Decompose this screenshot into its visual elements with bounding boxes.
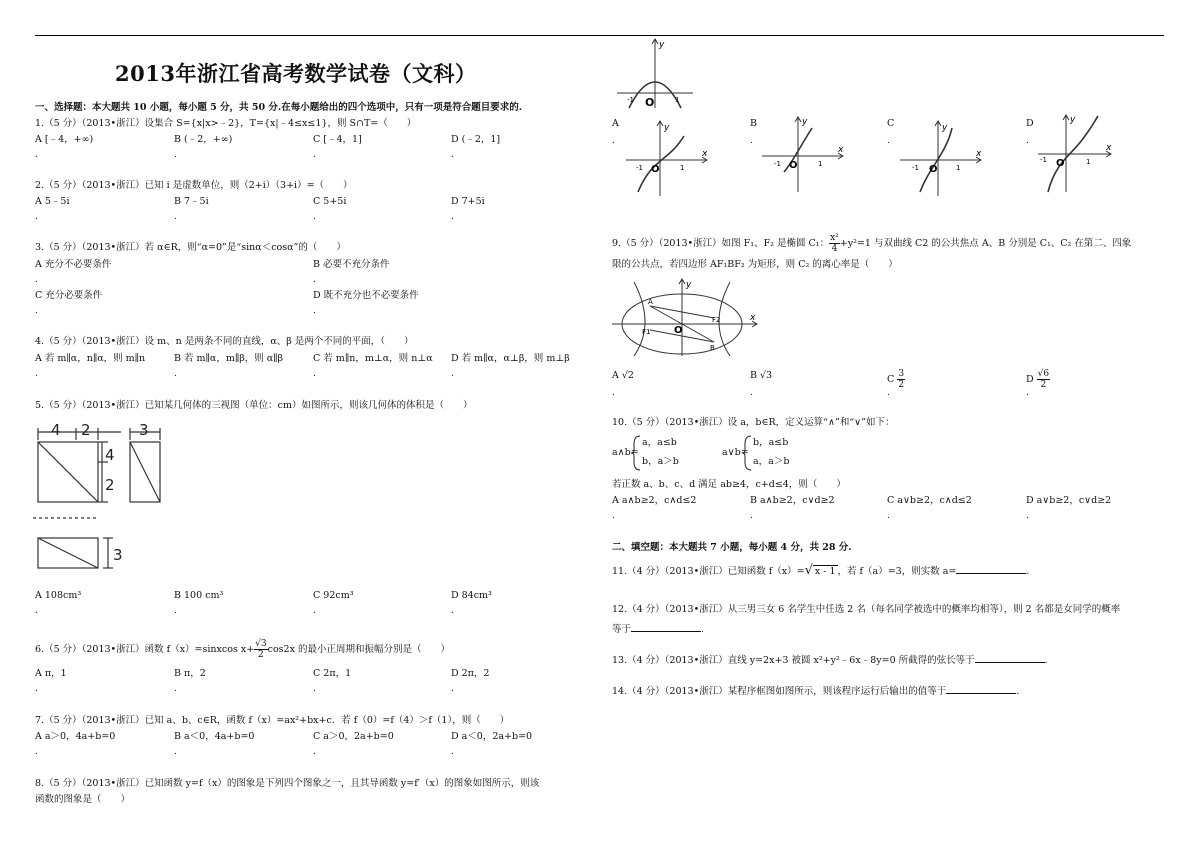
- q6-stem-pre: 6.（5 分）（2013•浙江）函数 f（x）=sinxcos x+: [35, 644, 255, 655]
- q10-and-lhs: a∧b=: [612, 447, 639, 458]
- q13-dot: .: [1044, 655, 1048, 666]
- q9-c-letter: C: [887, 374, 895, 385]
- q5-option-a: A 108cm³: [35, 590, 82, 601]
- q8-dot-c: .: [887, 136, 890, 146]
- q4-dot-d: .: [451, 369, 454, 379]
- q8c-tick-pos: 1: [956, 164, 961, 172]
- q1-option-b: B (﹣2，+∞): [174, 134, 233, 145]
- q14-stem: 14.（4 分）（2013•浙江）某程序框图如图所示，则该程序运行后输出的值等于: [612, 686, 947, 697]
- q8-deriv-y-label: y: [659, 40, 665, 50]
- q9-dot-b: .: [750, 388, 753, 398]
- q3-dot-d: .: [313, 306, 316, 316]
- q4-option-d: D 若 m∥α，α⊥β，则 m⊥β: [451, 353, 570, 364]
- q9-c-num: 3: [898, 369, 905, 379]
- q6-stem-post: cos2x 的最小正周期和振幅分别是（ ）: [267, 644, 450, 655]
- q6-dot-d: .: [451, 684, 454, 694]
- q7-dot-d: .: [451, 747, 454, 757]
- q9-focus-f1: F1: [642, 328, 651, 336]
- q3-option-c: C 充分必要条件: [35, 290, 103, 301]
- q3-stem: 3.（5 分）（2013•浙江）若 α∈R，则“α=0”是“sinα＜cosα”的（ ）: [35, 242, 346, 253]
- q3-dot-a: .: [35, 275, 38, 285]
- q6-option-c: C 2π，1: [313, 668, 352, 679]
- q5-option-b: B 100 cm³: [174, 590, 224, 601]
- q8a-tick-pos: 1: [680, 164, 685, 172]
- q7-option-d: D a＜0，2a+b=0: [451, 731, 533, 742]
- q9-point-b: B: [710, 344, 715, 352]
- q11-pre: 11.（4 分）（2013•浙江）已知函数 f（x）=: [612, 566, 805, 577]
- q8c-x-label: x: [976, 149, 982, 159]
- q8a-origin: O: [651, 164, 660, 175]
- q2-dot-a: .: [35, 212, 38, 222]
- q8-option-b: B: [750, 118, 757, 129]
- dim-label-2-vert: 2: [105, 476, 115, 494]
- q3-dot-c: .: [35, 306, 38, 316]
- q9-stem-line2: 限的公共点，若四边形 AF₁BF₂ 为矩形，则 C₂ 的离心率是（ ）: [612, 259, 898, 270]
- q12-line1: 12.（4 分）（2013•浙江）从三男三女 6 名学生中任选 2 名（每名同学被选中的概率均相等），则 2 名都是女同学的概率: [612, 604, 1121, 615]
- q9-dot-a: .: [612, 388, 615, 398]
- q7-option-a: A a＞0，4a+b=0: [35, 731, 116, 742]
- q6-stem: [35, 638, 450, 662]
- q6-dot-b: .: [174, 684, 177, 694]
- q9-stem-line1: [612, 232, 1131, 256]
- q2-option-b: B 7﹣5i: [174, 196, 209, 207]
- q8-dot-b: .: [750, 136, 753, 146]
- three-view-figure: [33, 418, 193, 586]
- q2-option-d: D 7+5i: [451, 196, 485, 207]
- q9-y-label: y: [686, 280, 692, 290]
- q8-derivative-graph: [615, 38, 695, 110]
- q5-stem: 5.（5 分）（2013•浙江）已知某几何体的三视图（单位：cm）如图所示，则该几何体的体积是（ ）: [35, 400, 473, 411]
- q8-option-a: A: [612, 118, 619, 129]
- q9-option-a: A √2: [612, 370, 634, 381]
- q13-answer-blank[interactable]: [975, 653, 1045, 663]
- q11-answer-blank[interactable]: [956, 564, 1026, 574]
- q10-or-brace: [741, 434, 753, 472]
- q11-radicand: x - 1: [814, 566, 836, 577]
- q2-option-a: A 5﹣5i: [35, 196, 70, 207]
- q6-frac-den: 2: [258, 650, 264, 660]
- q10-option-a: A a∧b≥2，c∧d≤2: [612, 495, 697, 506]
- q9-dot-c: .: [887, 388, 890, 398]
- q9-fraction: [829, 233, 840, 254]
- q7-option-b: B a＜0，4a+b=0: [174, 731, 255, 742]
- q10-option-b: B a∧b≥2，c∨d≥2: [750, 495, 835, 506]
- q2-option-c: C 5+5i: [313, 196, 347, 207]
- q12-dot: .: [701, 624, 705, 635]
- q8-dot-d: .: [1026, 136, 1029, 146]
- q10-dot-b: .: [750, 511, 753, 521]
- q8-stem-line1: 8.（5 分）（2013•浙江）已知函数 y=f（x）的图象是下列四个图象之一，且其导函数 y=f′（x）的图象如图所示，则该: [35, 778, 540, 789]
- q8d-y-label: y: [1070, 115, 1076, 125]
- q8d-tick-neg: -1: [1040, 156, 1047, 164]
- q12-answer-blank[interactable]: [631, 622, 701, 632]
- q10-option-d: D a∨b≥2，c∨d≥2: [1026, 495, 1112, 506]
- q9-focus-f2: F2: [712, 316, 721, 324]
- q10-condition: 若正数 a、b、c、d 满足 ab≥4，c+d≤4，则（ ）: [612, 479, 846, 490]
- q9-c-fraction: [897, 369, 905, 390]
- q13-stem: 13.（4 分）（2013•浙江）直线 y=2x+3 被圆 x²+y²﹣6x﹣8y=0 所截得的弦长等于: [612, 655, 975, 666]
- q9-frac-den: 4: [831, 244, 838, 254]
- q8d-origin: O: [1056, 158, 1065, 169]
- q9-origin: O: [674, 325, 683, 336]
- q4-dot-c: .: [313, 369, 316, 379]
- q4-option-c: C 若 m∥n，m⊥α，则 n⊥α: [313, 353, 433, 364]
- q8d-tick-pos: 1: [1086, 158, 1091, 166]
- q1-dot-a: .: [35, 150, 38, 160]
- q8-dot-a: .: [612, 136, 615, 146]
- q4-dot-b: .: [174, 369, 177, 379]
- q8-graph-d: [1036, 112, 1136, 196]
- q1-option-a: A [﹣4，+∞): [35, 134, 94, 145]
- q12-line2: [612, 622, 704, 636]
- q2-dot-c: .: [313, 212, 316, 222]
- q8-deriv-tick-neg: -1: [627, 96, 634, 104]
- q10-and-row2: b，a＞b: [642, 456, 679, 467]
- dim-label-3-top: 3: [113, 546, 123, 564]
- q8b-x-label: x: [838, 145, 844, 155]
- q6-option-a: A π，1: [35, 668, 67, 679]
- q5-dot-a: .: [35, 606, 38, 616]
- q7-stem: 7.（5 分）（2013•浙江）已知 a、b、c∈R，函数 f（x）=ax²+bx+c．若 f（0）=f（4）＞f（1），则（ ）: [35, 715, 510, 726]
- q6-dot-a: .: [35, 684, 38, 694]
- q3-option-b: B 必要不充分条件: [313, 259, 390, 270]
- q8-stem-line2: 函数的图象是（ ）: [35, 794, 131, 805]
- q8b-origin: O: [789, 160, 798, 171]
- q6-dot-c: .: [313, 684, 316, 694]
- q11-post: ，若 f（a）=3，则实数 a=: [837, 566, 957, 577]
- q1-option-c: C [﹣4，1]: [313, 134, 362, 145]
- q10-dot-d: .: [1026, 511, 1029, 521]
- q14-text: [612, 684, 1019, 698]
- q8-graph-c: [898, 118, 984, 198]
- q8-graph-b: [760, 114, 846, 194]
- q8a-x-label: x: [702, 149, 708, 159]
- q9-point-a: A: [648, 298, 653, 306]
- q3-dot-b: .: [313, 275, 316, 285]
- q1-dot-b: .: [174, 150, 177, 160]
- page-title: 2013年浙江省高考数学试卷（文科）: [115, 61, 477, 86]
- q5-dot-c: .: [313, 606, 316, 616]
- q14-dot: .: [1016, 686, 1020, 697]
- q8-deriv-origin: O: [645, 96, 655, 109]
- q3-option-a: A 充分不必要条件: [35, 259, 112, 270]
- q8-graph-a: [624, 118, 710, 198]
- q9-frac-num: x²: [830, 233, 839, 243]
- q8b-tick-neg: -1: [774, 160, 781, 168]
- q7-dot-b: .: [174, 747, 177, 757]
- q4-dot-a: .: [35, 369, 38, 379]
- dim-label-2: 2: [81, 421, 91, 439]
- q10-stem: 10.（5 分）（2013•浙江）设 a，b∈R，定义运算“∧”和“∨”如下：: [612, 417, 895, 428]
- q7-option-c: C a＞0，2a+b=0: [313, 731, 394, 742]
- q8c-y-label: y: [942, 123, 948, 133]
- q8-option-c: C: [887, 118, 895, 129]
- q8b-y-label: y: [802, 117, 808, 127]
- q8a-tick-neg: -1: [636, 164, 643, 172]
- q5-dot-d: .: [451, 606, 454, 616]
- top-rule: [35, 35, 1164, 36]
- q6-option-d: D 2π，2: [451, 668, 490, 679]
- q8a-y-label: y: [664, 123, 670, 133]
- q6-frac-num: √3: [255, 639, 267, 649]
- q1-dot-d: .: [451, 150, 454, 160]
- q11-radical: √: [804, 563, 813, 578]
- q9-d-num: √6: [1037, 369, 1050, 379]
- q5-option-c: C 92cm³: [313, 590, 354, 601]
- q8c-tick-neg: -1: [912, 164, 919, 172]
- q13-text: [612, 653, 1048, 667]
- q11-text: [612, 563, 1029, 580]
- q9-dot-d: .: [1026, 388, 1029, 398]
- q1-option-d: D (﹣2，1]: [451, 134, 501, 145]
- q7-dot-c: .: [313, 747, 316, 757]
- q9-option-b: B √3: [750, 370, 773, 381]
- q10-option-c: C a∨b≥2，c∧d≤2: [887, 495, 972, 506]
- dim-label-4-vert: 4: [105, 446, 115, 464]
- q10-and-brace: [630, 434, 642, 472]
- q4-option-a: A 若 m∥α，n∥α，则 m∥n: [35, 353, 146, 364]
- q10-dot-a: .: [612, 511, 615, 521]
- q10-or-row1: b，a≤b: [753, 437, 789, 448]
- q12-line2-text: 等于: [612, 624, 632, 635]
- q9-stem-post: +y²=1 与双曲线 C2 的公共焦点 A、B 分别是 C₁、C₂ 在第二、四象: [839, 238, 1132, 249]
- q8c-origin: O: [929, 164, 938, 175]
- q7-dot-a: .: [35, 747, 38, 757]
- q9-option-d: [1026, 368, 1050, 392]
- q5-option-d: D 84cm³: [451, 590, 492, 601]
- q8d-x-label: x: [1106, 143, 1112, 153]
- q2-dot-b: .: [174, 212, 177, 222]
- q4-stem: 4.（5 分）（2013•浙江）设 m、n 是两条不同的直线，α、β 是两个不同的平面，（ ）: [35, 336, 414, 347]
- q9-c-den: 2: [898, 380, 905, 390]
- dim-label-4: 4: [51, 421, 61, 439]
- q10-or-lhs: a∨b=: [722, 447, 749, 458]
- q1-dot-c: .: [313, 150, 316, 160]
- q6-option-b: B π，2: [174, 668, 206, 679]
- q8b-tick-pos: 1: [818, 160, 823, 168]
- q9-stem-pre: 9.（5 分）（2013•浙江）如图 F₁、F₂ 是椭圆 C₁：: [612, 238, 830, 249]
- section-heading-choice: 一、选择题：本大题共 10 小题，每小题 5 分，共 50 分.在每小题给出的四个选项中，只有一项是符合题目要求的.: [35, 102, 523, 113]
- q9-d-fraction: [1037, 369, 1050, 390]
- q8-option-d: D: [1026, 118, 1034, 129]
- q9-d-letter: D: [1026, 374, 1034, 385]
- q10-and-row1: a，a≤b: [642, 437, 677, 448]
- dim-label-3-side: 3: [139, 421, 149, 439]
- q5-dot-b: .: [174, 606, 177, 616]
- q2-stem: 2.（5 分）（2013•浙江）已知 i 是虚数单位，则（2+i）（3+i）=（ ）: [35, 180, 353, 191]
- q9-x-label: x: [750, 313, 756, 323]
- q6-fraction: [254, 639, 267, 660]
- q9-d-den: 2: [1040, 380, 1047, 390]
- q8-deriv-tick-pos: 1: [675, 96, 680, 104]
- q11-dot: .: [1026, 566, 1030, 577]
- q2-dot-d: .: [451, 212, 454, 222]
- q14-answer-blank[interactable]: [946, 684, 1016, 694]
- q3-option-d: D 既不充分也不必要条件: [313, 290, 419, 301]
- q4-option-b: B 若 m∥α，m∥β，则 α∥β: [174, 353, 284, 364]
- q1-stem: 1.（5 分）（2013•浙江）设集合 S={x|x>﹣2}，T={x|﹣4≤x≤1}，则 S∩T=（ ）: [35, 118, 417, 129]
- q9-ellipse-hyperbola-figure: [610, 278, 760, 358]
- q10-or-row2: a，a＞b: [753, 456, 790, 467]
- q10-dot-c: .: [887, 511, 890, 521]
- section-heading-fill: 二、填空题：本大题共 7 小题，每小题 4 分，共 28 分.: [612, 542, 852, 553]
